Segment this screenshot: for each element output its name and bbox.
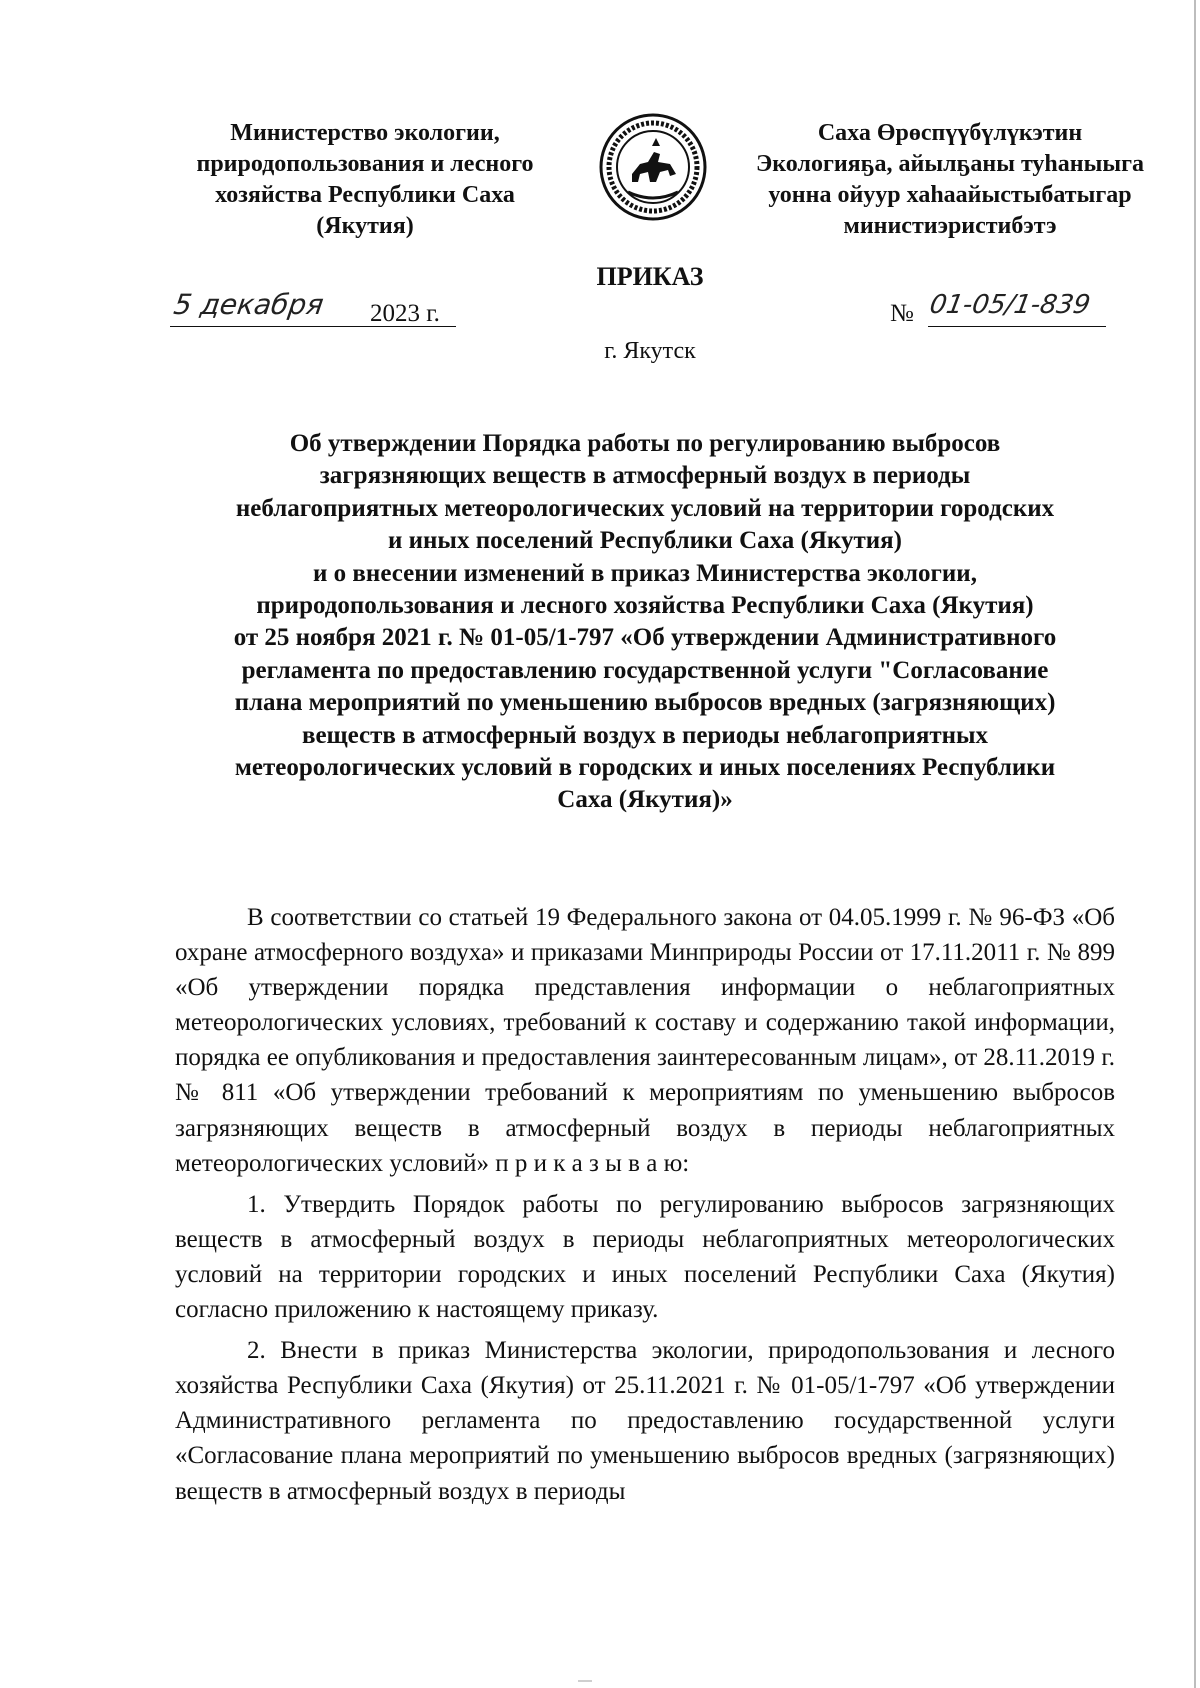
title-line: регламента по предоставлению государственной услуги "Согласование — [241, 656, 1049, 684]
ministry-sakha-line: Саха Өрөспүүбүлүкэтин — [817, 120, 1083, 146]
handwritten-number: 01-05/1-839 — [927, 290, 1093, 320]
ministry-sakha-line: уонна ойуур хаһаайыстыбатыгар — [768, 182, 1132, 208]
order-number — [890, 292, 1120, 336]
title-line: Саха (Якутия)» — [557, 786, 733, 814]
ministry-ru-line: хозяйства Республики Саха — [215, 182, 515, 208]
title-line: неблагоприятных метеорологических условий на территории городских — [235, 494, 1055, 522]
title-line: и о внесении изменений в приказ Министерства экологии, — [313, 559, 977, 587]
scan-edge-line — [1194, 0, 1196, 1688]
order-date — [170, 288, 460, 336]
title-line: и иных поселений Республики Саха (Якутия) — [387, 527, 903, 555]
order-title — [165, 428, 1125, 817]
title-line: веществ в атмосферный воздух в периоды неблагоприятных — [301, 721, 989, 749]
item-2-paragraph: 2. Внести в приказ Министерства экологии, природопользования и лесного хозяйства Республики Саха (Якутия) от 25.11.2021 г. № 01-05/1-797 «Об утверждении Административного регламента по предоставлению государственной услуги «Согласование плана мероприятий по уменьшению выбросов вредных (загрязняющих) веществ в атмосферный воздух в периоды — [175, 1337, 1115, 1505]
order-body — [175, 900, 1115, 1509]
ministry-name-sakha — [740, 118, 1160, 242]
title-line: плана мероприятий по уменьшению выбросов вредных (загрязняющих) — [234, 689, 1056, 717]
ministry-sakha-line: министиэристибэтэ — [843, 213, 1057, 239]
sakha-coat-of-arms-icon — [598, 112, 708, 222]
title-line: загрязняющих веществ в атмосферный воздух в периоды — [319, 462, 971, 490]
handwritten-date: 5 декабря — [171, 288, 326, 321]
ministry-ru-line: (Якутия) — [316, 213, 414, 239]
preamble-paragraph: В соответствии со статьей 19 Федерального закона от 04.05.1999 г. № 96-ФЗ «Об охране атмосферного воздуха» и приказами Минприроды России от 17.11.2011 г. № 899 «Об утверждении порядка представления информации о неблагоприятных метеорологических условиях, требований к составу и содержанию такой информации, порядка ее опубликования и предоставления заинтересованным лицам», от 28.11.2019 г. № 811 «Об утверждении требований к мероприятиям по уменьшению выбросов загрязняющих веществ в атмосферный воздух в периоды неблагоприятных метеорологических условий» п р и к а з ы в а ю: — [175, 904, 1115, 1177]
ministry-sakha-line: Экологияҕа, айылҕаны туһаныыга — [756, 151, 1144, 177]
ministry-ru-line: Министерство экологии, — [230, 120, 500, 146]
title-line: метеорологических условий в городских и иных поселениях Республики — [234, 754, 1056, 782]
title-line: от 25 ноября 2021 г. № 01-05/1-797 «Об утверждении Административного — [233, 624, 1057, 652]
item-1-paragraph: 1. Утвердить Порядок работы по регулированию выбросов загрязняющих веществ в атмосферный воздух в периоды неблагоприятных метеорологических условий на территории городских и иных поселений Республики Саха (Якутия) согласно приложению к настоящему приказу. — [175, 1190, 1115, 1324]
ministry-ru-line: природопользования и лесного — [196, 151, 534, 177]
order-city: г. Якутск — [604, 338, 696, 364]
number-underline — [928, 326, 1106, 327]
ministry-name-russian — [160, 118, 570, 242]
document-type: ПРИКАЗ — [596, 262, 704, 291]
title-line: природопользования и лесного хозяйства Республики Саха (Якутия) — [256, 592, 1034, 620]
scan-artifact — [578, 1680, 592, 1682]
title-line: Об утверждении Порядка работы по регулированию выбросов — [289, 430, 1001, 457]
order-year: 2023 г. — [370, 300, 440, 327]
number-sign: № — [890, 300, 914, 327]
